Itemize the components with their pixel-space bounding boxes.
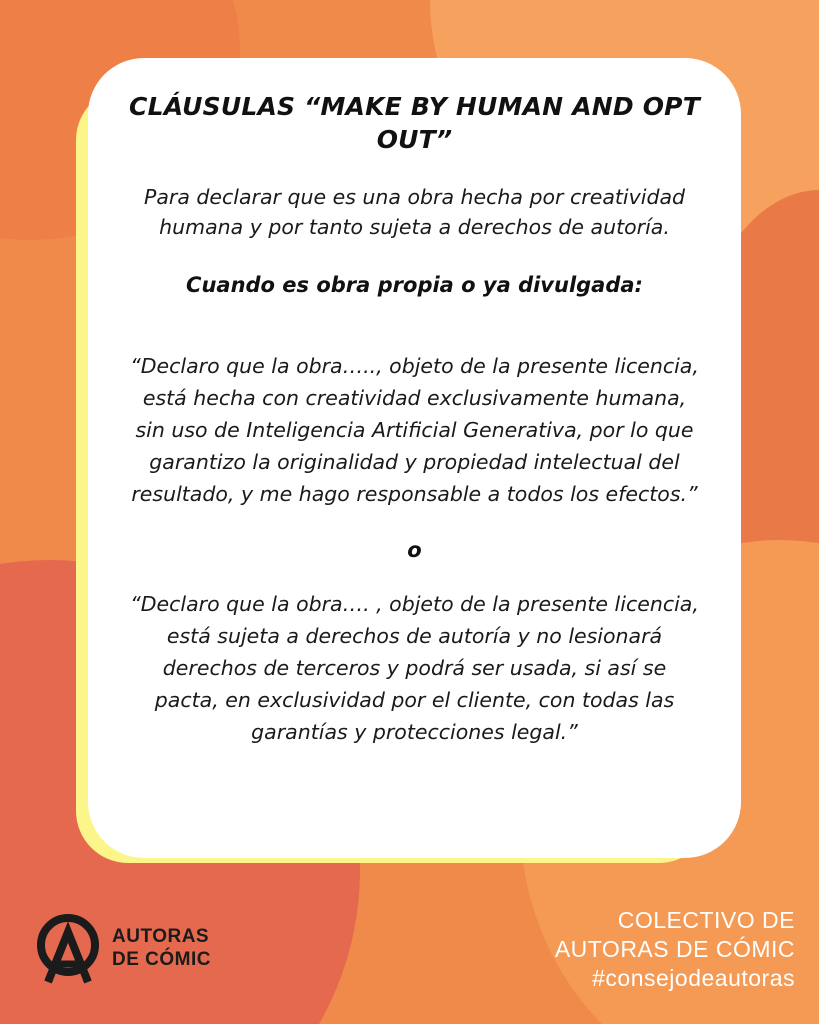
page-title: CLÁUSULAS “MAKE BY HUMAN AND OPT OUT” (129, 92, 700, 154)
footer-hashtag: #consejodeautoras (592, 965, 795, 991)
intro-text: Para declarar que es una obra hecha por creatividad humana y por tanto sujeta a derechos de autoría. (143, 185, 686, 239)
autoras-de-comic-logo-icon (34, 912, 102, 984)
clause-quote-2: “Declaro que la obra…. , objeto de la presente licencia, está sujeta a derechos de autoría y no lesionará derechos de terceros y podrá ser usada, si así se pacta, en exclusividad por el cliente, con todas las garantías y protecciones legal.” (130, 592, 699, 744)
section-heading: Cuando es obra propia o ya divulgada: (186, 273, 643, 297)
footer-line-2: AUTORAS DE CÓMIC (554, 936, 795, 962)
logo-wordmark (112, 925, 211, 971)
brand-logo (34, 912, 211, 984)
footer-line-1: COLECTIVO DE (617, 907, 795, 933)
clause-quote-1: “Declaro que la obra….., objeto de la presente licencia, está hecha con creatividad exclusivamente humana, sin uso de Inteligencia Artificial Generativa, por lo que garantizo la originalidad y propiedad intelectual del resultado, y me hago responsable a todos los efectos.” (130, 354, 699, 506)
logo-line-2: DE CÓMIC (112, 949, 211, 970)
logo-line-1: AUTORAS (112, 926, 210, 947)
content-card (88, 58, 741, 858)
footer-credit (555, 906, 795, 993)
separator-or: o (407, 538, 422, 562)
